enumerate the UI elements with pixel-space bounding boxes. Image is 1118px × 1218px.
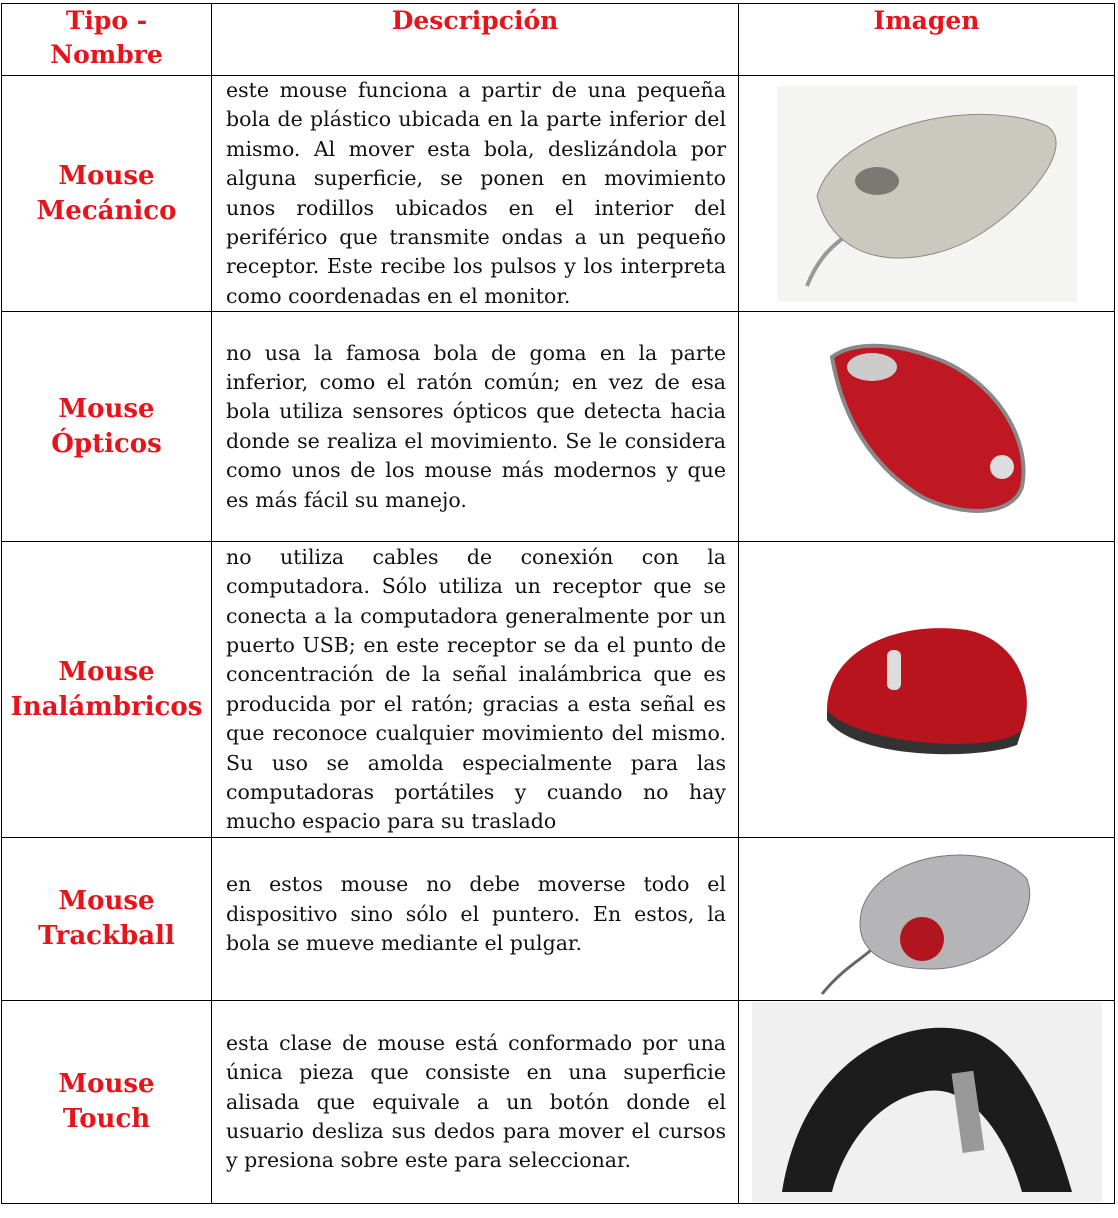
description-cell: este mouse funciona a partir de una pequeña bola de plástico ubicada en la parte inferior del mismo. Al mover esta bola, deslizándola por alguna superficie, se ponen en movimiento unos rodillos ubicados en el interior del periférico que transmite ondas a un pequeño receptor. Este recibe los pulsos y los interpreta como coordenadas en el monitor. (212, 76, 739, 312)
table-row (2, 312, 1115, 542)
header-row (2, 4, 1115, 76)
description-cell: no usa la famosa bola de goma en la parte inferior, como el ratón común; en vez de esa bola utiliza sensores ópticos que detecta hacia donde se realiza el movimiento. Se le considera como unos de los mouse más modernos y que es más fácil su manejo. (212, 312, 739, 542)
table-row (2, 76, 1115, 312)
header-description: Descripción (212, 4, 739, 76)
table-row (2, 1001, 1115, 1204)
description-cell: no utiliza cables de conexión con la computadora. Sólo utiliza un receptor que se conecta a la computadora generalmente por un puerto USB; en este receptor se da el punto de concentración de la señal inalámbrica que es producida por el ratón; gracias a esta señal es que reconoce cualquier movimiento del mismo. Su uso se amolda especialmente para las computadoras portátiles y cuando no hay mucho espacio para su traslado (212, 542, 739, 838)
touch-mouse-image (739, 1001, 1115, 1204)
mechanical-mouse-image (739, 76, 1115, 312)
type-cell: Mouse Ópticos (2, 312, 212, 542)
type-cell: Mouse Inalámbricos (2, 542, 212, 838)
optical-mouse-image (739, 312, 1115, 542)
type-cell: Mouse Touch (2, 1001, 212, 1204)
description-cell: en estos mouse no debe moverse todo el dispositivo sino sólo el puntero. En estos, la bola se mueve mediante el pulgar. (212, 838, 739, 1001)
type-cell: Mouse Mecánico (2, 76, 212, 312)
description-cell: esta clase de mouse está conformado por una única pieza que consiste en una superficie alisada que equivale a un botón donde el usuario desliza sus dedos para mover el cursos y presiona sobre este para seleccionar. (212, 1001, 739, 1204)
type-cell: Mouse Trackball (2, 838, 212, 1001)
wireless-mouse-image (739, 542, 1115, 838)
header-image: Imagen (739, 4, 1115, 76)
trackball-mouse-image (739, 838, 1115, 1001)
mouse-types-table (1, 3, 1115, 1204)
table-row (2, 542, 1115, 838)
table-row (2, 838, 1115, 1001)
header-type: Tipo - Nombre (2, 4, 212, 76)
